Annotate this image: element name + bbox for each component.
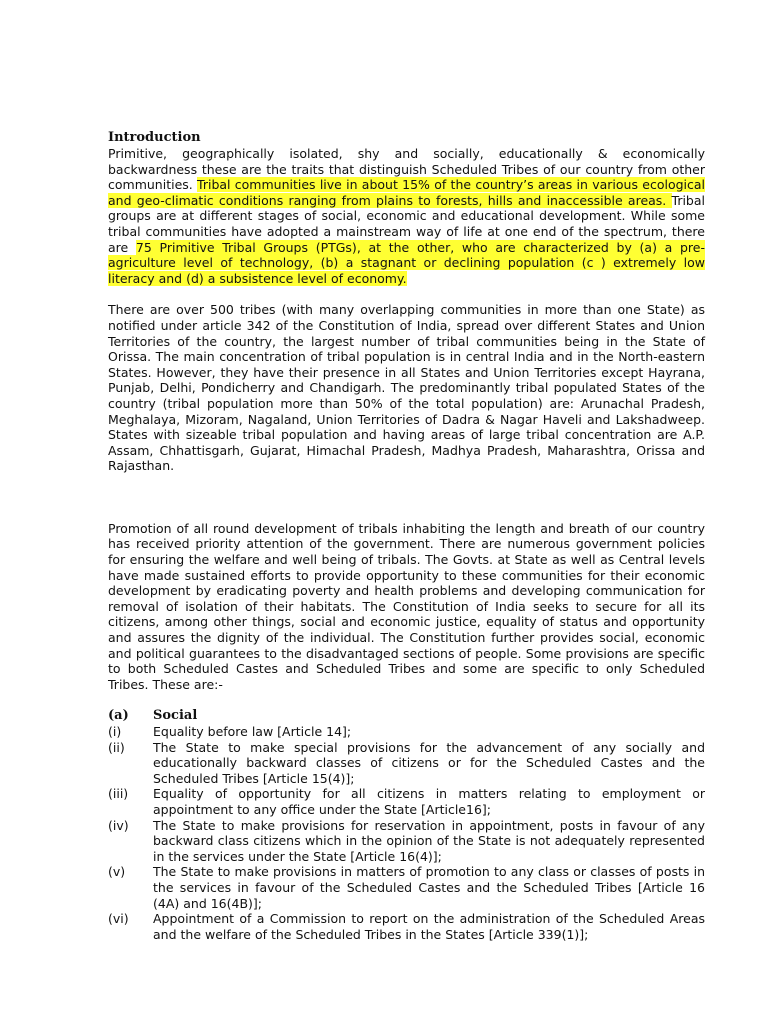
list-item — [108, 818, 705, 865]
list-item-text: The State to make provisions for reservation in appointment, posts in favour of any backward class citizens which in the opinion of the State is not adequately represented in the services under the State [Article 16(4)]; — [153, 817, 705, 864]
paragraph-intro-text: Primitive, geographically isolated, shy and socially, educationally & economically backwardness these are the traits that distinguish Scheduled Tribes of our country from other communities. — [108, 146, 705, 193]
list-item-text: Appointment of a Commission to report on the administration of the Scheduled Areas and the welfare of the Scheduled Tribes in the States [Article 339(1)]; — [153, 911, 705, 942]
list-item — [108, 911, 705, 942]
heading-introduction: Introduction — [108, 130, 201, 145]
list-item-text: Equality before law [Article 14]; — [153, 724, 352, 739]
list-item — [108, 786, 705, 817]
list-item-marker: (i) — [108, 724, 122, 739]
document-page — [108, 130, 705, 942]
section-header — [108, 708, 705, 724]
list-item-text: The State to make special provisions for the advancement of any socially and educationally backward classes of citizens or for the Scheduled Castes and the Scheduled Tribes [Article 15(4)]; — [153, 739, 705, 786]
section-title: Social — [153, 708, 198, 724]
list-item — [108, 724, 705, 740]
list-item — [108, 740, 705, 787]
list-item-marker: (iv) — [108, 817, 129, 833]
highlighted-text-ptgs: 75 Primitive Tribal Groups (PTGs), at the other, who are characterized by (a) a pre-agriculture level of technology, (b) a stagnant or declining population (c ) extremely low literacy and (d) a subsistence level of economy. — [108, 239, 705, 286]
highlighted-text-tribal-areas: Tribal communities live in about 15% of the country’s areas in various ecological and geo-climatic conditions ranging from plains to forests, hills and inaccessible areas. — [108, 177, 705, 208]
paragraph-promotion-development: Promotion of all round development of tribals inhabiting the length and breath of our country has received priority attention of the government. There are numerous government policies for ensuring the welfare and well being of tribals. The Govts. at State as well as Central levels have made sustained efforts to provide opportunity to these communities for their economic development by eradicating poverty and health problems and developing communication for removal of isolation of their habitats. The Constitution of India seeks to secure for all its citizens, among other things, social and economic justice, equality of status and opportunity and assures the dignity of the individual. The Constitution further provides social, economic and political guarantees to the disadvantaged sections of people. Some provisions are specific to both Scheduled Castes and Scheduled Tribes and some are specific to only Scheduled Tribes. These are:- — [108, 520, 705, 692]
list-item-marker: (ii) — [108, 739, 125, 755]
paragraph-introduction — [108, 146, 705, 286]
list-item-marker: (v) — [108, 864, 126, 880]
list-item — [108, 864, 705, 911]
paragraph-tribes-distribution: There are over 500 tribes (with many overlapping communities in more than one State) as notified under article 342 of the Constitution of India, spread over different States and Union Territories of the country, the largest number of tribal communities being in the State of Orissa. The main concentration of tribal population is in central India and in the North-eastern States. However, they have their presence in all States and Union Territories except Hayrana, Punjab, Delhi, Pondicherry and Chandigarh. The predominantly tribal populated States of the country (tribal population more than 50% of the total population) are: Arunachal Pradesh, Meghalaya, Mizoram, Nagaland, Union Territories of Dadra & Nagar Haveli and Lakshadweep. States with sizeable tribal population and having areas of large tribal concentration are A.P. Assam, Chhattisgarh, Gujarat, Himachal Pradesh, Madhya Pradesh, Maharashtra, Orissa and Rajasthan. — [108, 302, 705, 474]
list-item-text: Equality of opportunity for all citizens in matters relating to employment or appointment to any office under the State [Article16]; — [153, 786, 705, 817]
section-marker: (a) — [108, 708, 129, 724]
list-item-marker: (vi) — [108, 911, 129, 927]
list-item-marker: (iii) — [108, 786, 129, 802]
paragraph-middle-text: Tribal groups are at different stages of social, economic and educational development. While some tribal communities have adopted a mainstream way of life at one end of the spectrum, there are — [108, 192, 705, 255]
list-item-text: The State to make provisions in matters of promotion to any class or classes of posts in the services in favour of the Scheduled Castes and the Scheduled Tribes [Article 16 (4A) and 16(4B)]; — [153, 864, 705, 911]
